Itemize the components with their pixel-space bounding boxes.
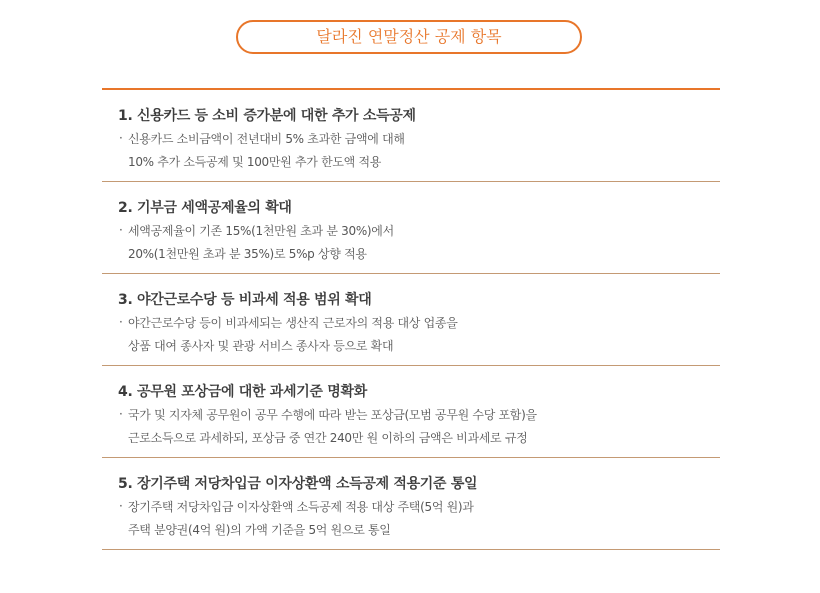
item-title: 1. 신용카드 등 소비 증가분에 대한 추가 소득공제 (118, 108, 416, 124)
bullet-dot: · (119, 499, 123, 513)
item-description-line: 10% 추가 소득공제 및 100만원 추가 한도액 적용 (128, 155, 382, 169)
list-item (102, 182, 720, 274)
list-item (102, 274, 720, 366)
item-description-line: 신용카드 소비금액이 전년대비 5% 초과한 금액에 대해 (128, 132, 405, 146)
list-item (102, 90, 720, 182)
item-description-line: 야간근로수당 등이 비과세되는 생산직 근로자의 적용 대상 업종을 (128, 316, 458, 330)
item-description-line: 세액공제율이 기존 15%(1천만원 초과 분 30%)에서 (128, 224, 394, 238)
deduction-list (102, 90, 720, 550)
item-description-line: 상품 대여 종사자 및 관광 서비스 종사자 등으로 확대 (128, 339, 394, 353)
item-description-line: 장기주택 저당차입금 이자상환액 소득공제 적용 대상 주택(5억 원)과 (128, 500, 474, 514)
item-title: 2. 기부금 세액공제율의 확대 (118, 200, 292, 216)
item-title: 5. 장기주택 저당차입금 이자상환액 소득공제 적용기준 통일 (118, 476, 478, 492)
list-item (102, 458, 720, 550)
page-title: 달라진 연말정산 공제 항목 (236, 20, 582, 54)
bullet-dot: · (119, 223, 123, 237)
item-title: 4. 공무원 포상금에 대한 과세기준 명확화 (118, 384, 367, 400)
item-description-line: 국가 및 지자체 공무원이 공무 수행에 따라 받는 포상금(모범 공무원 수당 포함)을 (128, 408, 537, 422)
bullet-dot: · (119, 315, 123, 329)
item-description-line: 20%(1천만원 초과 분 35%)로 5%p 상향 적용 (128, 247, 367, 261)
bullet-dot: · (119, 407, 123, 421)
list-item (102, 366, 720, 458)
bullet-dot: · (119, 131, 123, 145)
item-description-line: 주택 분양권(4억 원)의 가액 기준을 5억 원으로 통일 (128, 523, 391, 537)
item-title: 3. 야간근로수당 등 비과세 적용 범위 확대 (118, 292, 372, 308)
item-description-line: 근로소득으로 과세하되, 포상금 중 연간 240만 원 이하의 금액은 비과세로 규정 (128, 431, 528, 445)
